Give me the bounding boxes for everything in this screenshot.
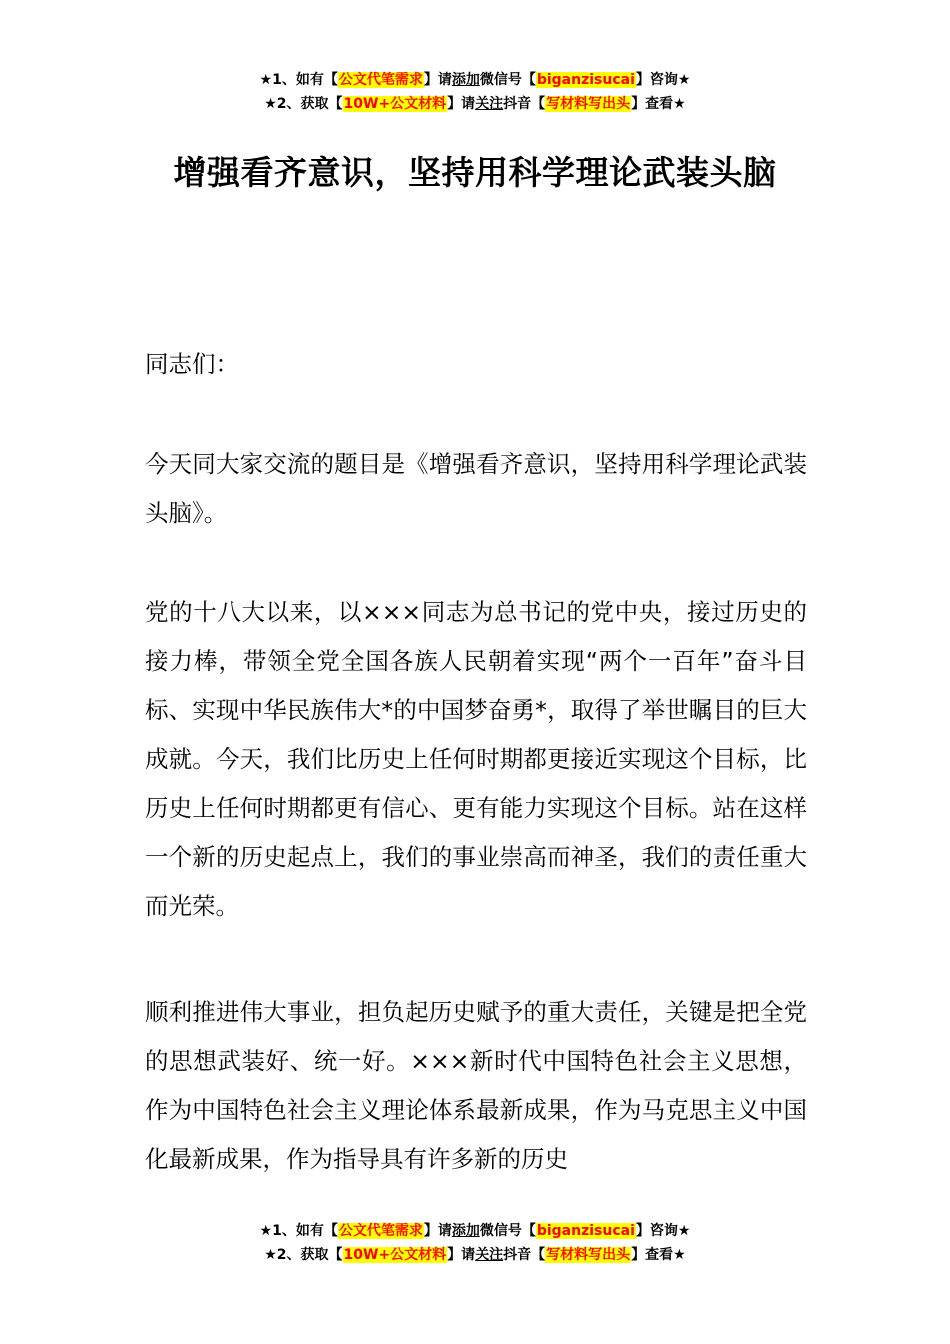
banner-text: ★2、获取【 bbox=[264, 1247, 343, 1263]
banner-text: 】查看★ bbox=[631, 96, 686, 112]
paragraph-text: 今天同大家交流的题目是《增强看齐意识，坚持用科学理论武装头脑》。 bbox=[145, 450, 807, 527]
banner-wechat-id: biganzisucai bbox=[536, 72, 635, 88]
banner-line-1 bbox=[0, 1219, 950, 1243]
banner-text: 微信号【 bbox=[479, 72, 536, 88]
banner-highlight: 10W+公文材料 bbox=[343, 96, 447, 112]
greeting bbox=[145, 340, 807, 389]
banner-text: ★2、获取【 bbox=[264, 96, 343, 112]
banner-highlight: 公文代笔需求 bbox=[338, 72, 423, 88]
banner-text: ★1、如有【 bbox=[259, 72, 338, 88]
banner-line-1 bbox=[0, 68, 950, 92]
banner-text: 抖音【 bbox=[503, 96, 546, 112]
banner-text: 】咨询★ bbox=[635, 72, 691, 88]
banner-text: 】咨询★ bbox=[635, 1223, 691, 1239]
paragraph-1 bbox=[145, 440, 807, 538]
banner-underline: 关注 bbox=[475, 1247, 504, 1263]
banner-underline: 添加 bbox=[451, 72, 480, 88]
greeting-text: 同志们： bbox=[145, 350, 239, 378]
banner-douyin-id: 写材料写出头 bbox=[546, 1247, 631, 1263]
paragraph-text: 党的十八大以来，以×××同志为总书记的党中央，接过历史的接力棒，带领全党全国各族人民朝着实现“两个一百年”奋斗目标、实现中华民族伟大*的中国梦奋勇*，取得了举世瞩目的巨大成就。今天，我们比历史上任何时期都更接近实现这个目标，比历史上任何时期都更有信心、更有能力实现这个目标。站在这样一个新的历史起点上，我们的事业崇高而神圣，我们的责任重大而光荣。 bbox=[145, 598, 807, 920]
paragraph-text: 顺利推进伟大事业，担负起历史赋予的重大责任，关键是把全党的思想武装好、统一好。×××新时代中国特色社会主义思想，作为中国特色社会主义理论体系最新成果，作为马克思主义中国化最新成果，作为指导具有许多新的历史 bbox=[145, 998, 807, 1173]
footer-banner bbox=[0, 1219, 950, 1267]
banner-highlight: 10W+公文材料 bbox=[343, 1247, 447, 1263]
paragraph-2 bbox=[145, 588, 807, 931]
banner-underline: 关注 bbox=[475, 96, 504, 112]
banner-text: 】查看★ bbox=[631, 1247, 686, 1263]
banner-line-2 bbox=[0, 92, 950, 116]
banner-line-2 bbox=[0, 1243, 950, 1267]
banner-underline: 添加 bbox=[451, 1223, 480, 1239]
paragraph-3 bbox=[145, 988, 807, 1184]
banner-text: 】请 bbox=[423, 1223, 452, 1239]
banner-text: ★1、如有【 bbox=[259, 1223, 338, 1239]
banner-douyin-id: 写材料写出头 bbox=[546, 96, 631, 112]
banner-text: 微信号【 bbox=[479, 1223, 536, 1239]
document-title: 增强看齐意识，坚持用科学理论武装头脑 bbox=[173, 153, 777, 192]
banner-text: 】请 bbox=[423, 72, 452, 88]
header-banner bbox=[0, 68, 950, 116]
banner-text: 抖音【 bbox=[503, 1247, 546, 1263]
banner-wechat-id: biganzisucai bbox=[536, 1223, 635, 1239]
banner-text: 】请 bbox=[447, 96, 476, 112]
banner-highlight: 公文代笔需求 bbox=[338, 1223, 423, 1239]
banner-text: 】请 bbox=[447, 1247, 476, 1263]
